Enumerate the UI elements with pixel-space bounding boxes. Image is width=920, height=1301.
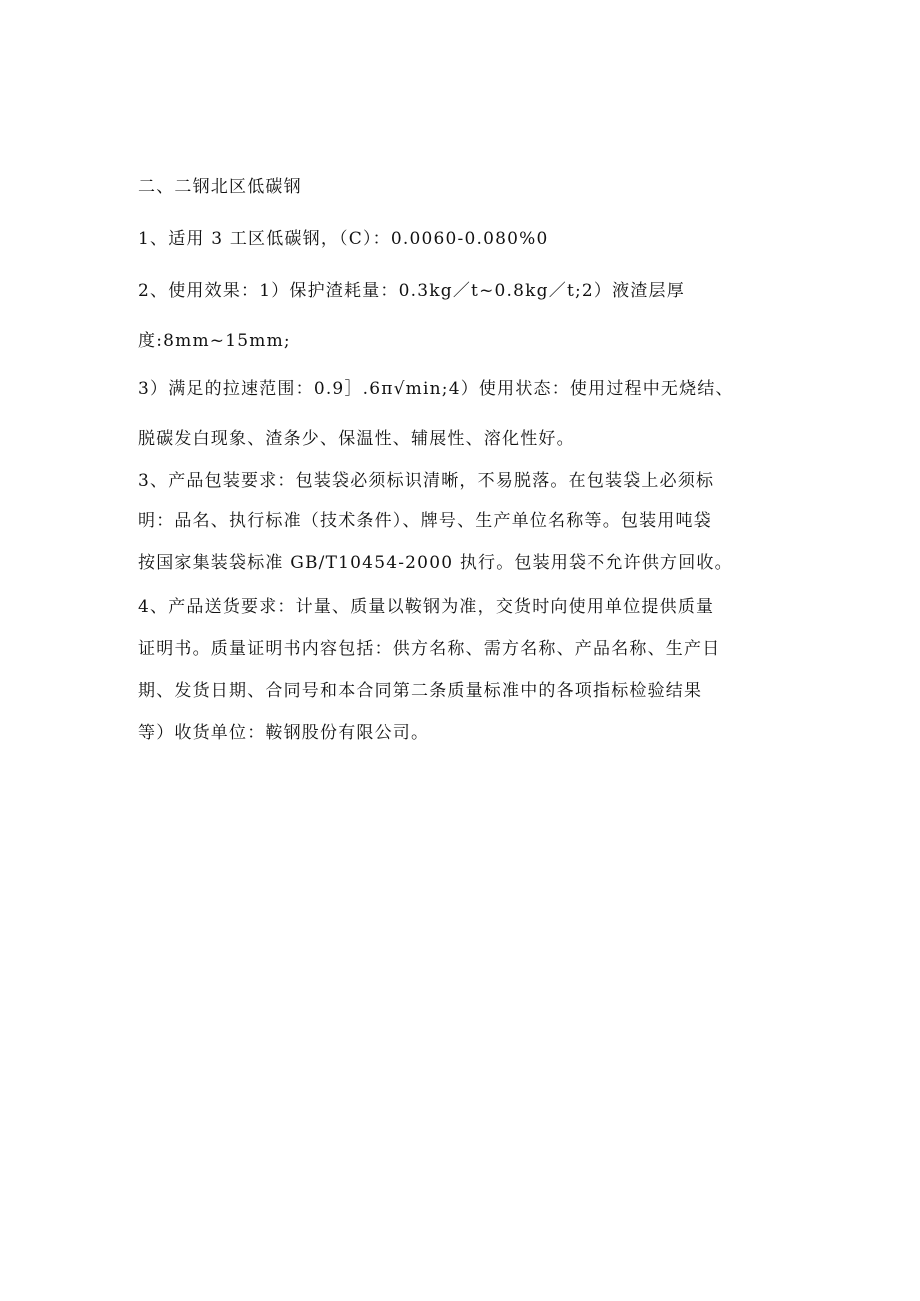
paragraph-line: 3）满足的拉速范围：0.9］.6π√min;4）使用状态：使用过程中无烧结、 [138, 379, 734, 399]
paragraph-line: 期、发货日期、合同号和本合同第二条质量标准中的各项指标检验结果 [138, 681, 703, 701]
paragraph-line: 2、使用效果：1）保护渣耗量：0.3kg／t~0.8kg／t;2）液渣层厚 [138, 281, 685, 301]
section-heading: 二、二钢北区低碳钢 [138, 177, 302, 197]
paragraph-line: 1、适用 3 工区低碳钢，（C）：0.0060-0.080%0 [138, 229, 549, 249]
paragraph-line: 按国家集装袋标准 GB/T10454-2000 执行。包装用袋不允许供方回收。 [138, 553, 733, 573]
paragraph-line: 度:8mm~15mm; [138, 331, 291, 351]
paragraph-line: 3、产品包装要求：包装袋必须标识清晰，不易脱落。在包装袋上必须标 [138, 471, 715, 491]
paragraph-line: 证明书。质量证明书内容包括：供方名称、需方名称、产品名称、生产日 [138, 639, 721, 659]
paragraph-line: 脱碳发白现象、渣条少、保温性、辅展性、溶化性好。 [138, 429, 575, 449]
paragraph-line: 4、产品送货要求：计量、质量以鞍钢为准，交货时向使用单位提供质量 [138, 597, 715, 617]
paragraph-line: 明：品名、执行标准（技术条件）、牌号、生产单位名称等。包装用吨袋 [138, 511, 712, 531]
paragraph-line: 等）收货单位：鞍钢股份有限公司。 [138, 723, 430, 743]
